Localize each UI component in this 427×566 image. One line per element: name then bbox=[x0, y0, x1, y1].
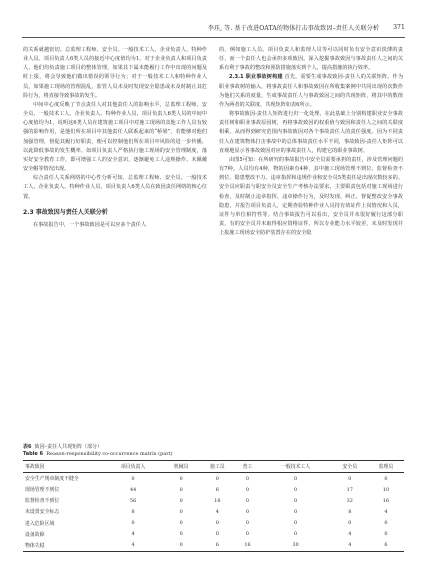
header-rule bbox=[22, 37, 405, 38]
table-cell: 18 bbox=[214, 497, 221, 504]
row-label: 未设置安全标志 bbox=[25, 509, 60, 516]
subsection-heading: 2.3.1 职业事故树构建 bbox=[229, 74, 283, 81]
table-cell: 0 bbox=[245, 475, 250, 482]
paragraph: 由图5可知：在所研究的事故报告中安全员需要承担的责任，涉及管理问题的有7种。人员均有4种，物的因素有4种，其中施工现场管理不到位、监督检查不到位、隐患整改不力、违章指挥和违规作业和安全员5类责任是出现次数较多的。安全员应职责与职安全员安全生产考核办法要求，主要职责包括对施工现场进行检查，及时制止违章指挥、违章操作行为，及时发现、纠正、督促整改安全事故隐患，并报告项目负责人，定期查验特种作业人员持有效证件上岗情况和人员，证件与单位相符性等。结合事故报告可以看出，安全员并未很好履行这部分职责，有的安全员并未取得相应资格证件，所以专业能力水平较差，未及时发现并上报施工现场安全防护装置存在的安全隐 bbox=[219, 156, 403, 237]
table-cell: 6 bbox=[384, 542, 388, 549]
table-cell: 6 bbox=[215, 542, 219, 549]
table-cell: 4 bbox=[131, 542, 135, 549]
paragraph: 的关系就越密切。总监理工程师、安全员、一般技术工人、企业负责人、特种作业人员、项目负责人6类人员的接近中心度值均为1。对于企业负责人和项目负责人，他们均负责施工项目的整体管理，如果其下属未能履行工作中出现的问题及时上报，将会导致他们做出错误的领导行为；对于一般技术工人和特种作业人员，如果施工现场的管理混乱，监管人员未及时发现安全隐患或未及时制止其危险行为，将直接导致事故的发生。 bbox=[23, 47, 207, 99]
table-caption-cn bbox=[23, 444, 404, 451]
table-cell: 10 bbox=[382, 486, 390, 493]
table-cell: 4 bbox=[215, 508, 219, 515]
table-cell: 0 bbox=[348, 520, 352, 527]
table-cell: 0 bbox=[215, 520, 219, 527]
table-cell: 16 bbox=[382, 497, 390, 504]
table-cell: 0 bbox=[215, 531, 219, 538]
running-header-title: 李珏, 等. 基于改进OATA的物体打击事故致因–责任人关联分析 bbox=[207, 24, 380, 32]
table-cell: 0 bbox=[179, 486, 183, 493]
table-cell: 0 bbox=[294, 531, 298, 538]
table-row bbox=[23, 529, 404, 540]
table-cell: 0 bbox=[245, 486, 250, 493]
column-header: 一般技术工人 bbox=[280, 464, 311, 471]
running-header bbox=[22, 20, 405, 34]
section-heading: 2.3 事故致因与责任人关联分析 bbox=[23, 208, 108, 216]
table-cell: 0 bbox=[294, 520, 298, 527]
table-row bbox=[23, 495, 404, 506]
paragraph: 的，例如施工人员、项目负责人和监理人员等可以同时负有安全意识淡薄的责任，而一个责任人也会承担多项致因。深入挖掘事故致因与事故责任人之间的关系有利于事故的整改和预防措施落实到个人，提高措施的执行效率。 bbox=[219, 47, 403, 72]
table-cell: 16 bbox=[244, 542, 251, 549]
table-row bbox=[23, 473, 404, 485]
table-cell: 0 bbox=[384, 475, 388, 482]
table-cell: 0 bbox=[131, 475, 135, 482]
table-cell: 4 bbox=[348, 531, 352, 538]
table-cell: 0 bbox=[245, 531, 250, 538]
table-cell: 0 bbox=[179, 542, 183, 549]
table-label-cn: 表6 bbox=[23, 444, 32, 450]
table-cell: 8 bbox=[348, 508, 352, 515]
cooccurrence-table-block bbox=[23, 444, 404, 552]
row-label: 监督检查不到位 bbox=[25, 498, 60, 505]
table-cell: 0 bbox=[131, 520, 135, 527]
table-cell: 0 bbox=[245, 508, 250, 515]
table-cell: 0 bbox=[179, 508, 183, 515]
column-header: 机械员 bbox=[173, 464, 189, 471]
table-title-en: Reason-responsibility co-occurrence matrix (part) bbox=[46, 451, 173, 457]
column-header: 安全员 bbox=[342, 464, 358, 471]
table-cell: 44 bbox=[129, 486, 137, 493]
column-header: 普工 bbox=[242, 464, 253, 471]
row-label: 设备故障 bbox=[25, 531, 45, 538]
column-header: 监理员 bbox=[378, 464, 394, 471]
table-cell: 0 bbox=[294, 486, 298, 493]
table-cell: 0 bbox=[294, 475, 298, 482]
row-label: 安全生产规章制度不健全 bbox=[25, 476, 79, 483]
table-cell: 4 bbox=[131, 531, 135, 538]
table-cell: 17 bbox=[346, 486, 353, 493]
row-label: 进入危险区域 bbox=[25, 520, 55, 527]
row-label: 现场管理不到位 bbox=[25, 487, 60, 494]
table-caption-en bbox=[23, 451, 404, 458]
table-cell: 0 bbox=[348, 475, 352, 482]
table-cell: 30 bbox=[292, 542, 299, 549]
page-number: 371 bbox=[393, 23, 405, 31]
cooccurrence-table bbox=[23, 460, 404, 552]
table-cell: 0 bbox=[215, 475, 219, 482]
column-header: 施工员 bbox=[210, 464, 225, 471]
column-header: 项目负责人 bbox=[120, 464, 146, 471]
left-column bbox=[23, 46, 207, 230]
table-row bbox=[23, 540, 404, 552]
table-row bbox=[23, 506, 404, 517]
column-header: 事故致因 bbox=[25, 464, 45, 471]
table-cell: 0 bbox=[245, 497, 250, 504]
table-cell: 0 bbox=[179, 475, 183, 482]
table-cell: 0 bbox=[384, 520, 388, 527]
table-cell: 0 bbox=[294, 508, 298, 515]
right-column bbox=[219, 46, 403, 238]
table-cell: 0 bbox=[179, 520, 183, 527]
paragraph: 综合责任人关系网络的中心性分析可知，总监理工程师、安全员、一般技术工人、企业负责人、特种作业人员、项目负责人6类人员在致因责任网络的核心位置。 bbox=[23, 175, 207, 200]
table-cell: 0 bbox=[179, 531, 183, 538]
table-cell: 56 bbox=[129, 497, 137, 504]
row-label: 物体失稳 bbox=[25, 542, 45, 549]
table-header-row bbox=[23, 461, 404, 473]
table-label-en: Table 6 bbox=[23, 451, 44, 457]
paragraph: 在事故报告中，一个事故致因是可以应多个责任人 bbox=[33, 221, 147, 228]
table-cell: 0 bbox=[179, 497, 183, 504]
table-cell: 0 bbox=[294, 497, 298, 504]
table-cell: 8 bbox=[131, 508, 135, 515]
table-title-cn: 致因–责任人共现矩阵（部分） bbox=[34, 444, 103, 450]
table-row bbox=[23, 484, 404, 495]
table-cell: 32 bbox=[346, 497, 353, 504]
paragraph: 中间中心度反映了节点责任人对其他责任人的影响水平，总监理工程师、安全员、一般技术工人、企业负责人、特种作业人员、项目负责人6类人员的中间中心度值均为1，说明这6类人员在建筑施工项目中对施工现场的其他工作人员有较强的影响作用，是他们所在项目中其他责任人联系起来的“桥梁”，若能够对他们加强管理，督促其履行好职责，便可以控制他们所在项目中风险的进一步传播，以此降低事故的发生概率。如项目负责人严格执行施工现场的安全管理制度，落实好安全教育工作，即可增强工人的安全意识，逐渐避免工人违规操作、未佩戴安全帽等情况出现。 bbox=[23, 101, 207, 173]
table-cell: 0 bbox=[245, 520, 250, 527]
table-cell: 6 bbox=[215, 486, 219, 493]
table-cell: 4 bbox=[384, 508, 388, 515]
table-cell: 0 bbox=[384, 531, 388, 538]
subsection-paragraph bbox=[219, 73, 403, 110]
paragraph: 将事故致因-责任人矩阵进行归一化处理，在此基础上分别构建职业安全事故责任树和职业事故原因树，再将事故致因的权重值与致因和责任人之间的关联度相乘，从而得到研究范围内事故致因对各个事故责任人的责任强度。因为不同责任人在建筑物体打击事故中的总体事故责任水平不同，事故致因-责任人矩阵可以直观地显示各事故致因对应的事故责任人，构建它的职业事故树。 bbox=[219, 111, 403, 154]
table-row bbox=[23, 517, 404, 528]
subsection-text: 首先，需要生成事故致因-责任人的关联矩阵。作为职业事故树的输入，将事故责任人和事故致因在所收集案例中共同出现的次数作为他们关系的度量，生成事故责任人与事故致因之间的共现矩阵，将其中的数值作为两者的关联度，共现矩阵如表6所示。 bbox=[219, 74, 403, 108]
table-cell: 4 bbox=[348, 542, 352, 549]
